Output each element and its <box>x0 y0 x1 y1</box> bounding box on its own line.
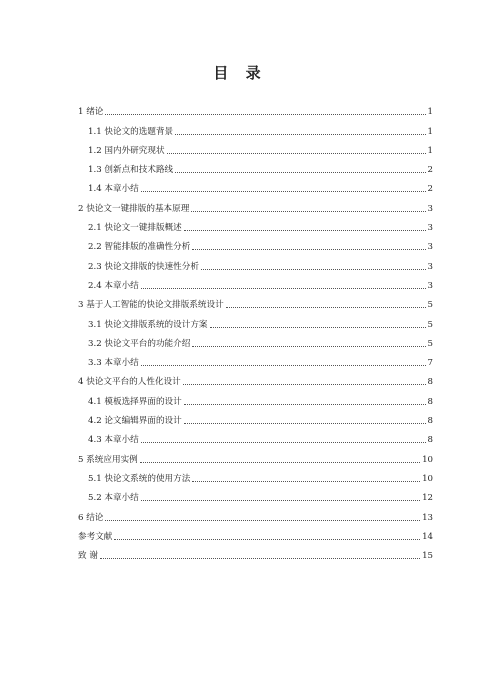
toc-entry-label: 1.2 国内外研究现状 <box>88 145 165 156</box>
toc-title: 目 录 <box>213 64 267 82</box>
toc-entry-page: 5 <box>427 338 433 349</box>
dot-leader <box>191 211 425 212</box>
toc-entry-label: 5.2 本章小结 <box>88 493 139 504</box>
toc-entry-label: 4.2 论文编辑界面的设计 <box>88 416 182 427</box>
toc-entry-page: 10 <box>422 454 433 465</box>
toc-entry[interactable] <box>78 426 433 445</box>
dot-leader <box>114 539 420 540</box>
toc-entry-label: 1.4 本章小结 <box>88 184 139 195</box>
toc-entry-label: 5 系统应用实例 <box>78 454 138 465</box>
toc-entry[interactable] <box>78 137 433 156</box>
toc-entry-page: 3 <box>427 242 433 253</box>
toc-entry-page: 3 <box>427 223 433 234</box>
toc-entry-page: 5 <box>427 319 433 330</box>
toc-entry-label: 6 结论 <box>78 512 104 523</box>
toc-entry-label: 1.3 创新点和技术路线 <box>88 165 174 176</box>
toc-entry[interactable] <box>78 175 433 194</box>
dot-leader <box>167 153 426 154</box>
toc-entry[interactable] <box>78 233 433 252</box>
toc-entry[interactable] <box>78 291 433 310</box>
toc-entry-label: 2.2 智能排版的准确性分析 <box>88 242 191 253</box>
dot-leader <box>141 500 420 501</box>
toc-entry-page: 2 <box>427 184 433 195</box>
dot-leader <box>184 230 426 231</box>
toc-entry-page: 8 <box>427 396 433 407</box>
dot-leader <box>140 462 420 463</box>
toc-entry-label: 2.1 快论文一键排版概述 <box>88 223 182 234</box>
toc-entry[interactable] <box>78 252 433 271</box>
toc-entry[interactable] <box>78 368 433 387</box>
toc-entry[interactable] <box>78 156 433 175</box>
toc-entry[interactable] <box>78 484 433 503</box>
toc-entry-label: 5.1 快论文系统的使用方法 <box>88 473 191 484</box>
toc-entry-page: 10 <box>422 473 433 484</box>
dot-leader <box>175 172 425 173</box>
toc-entry-page: 5 <box>427 300 433 311</box>
toc-entry-page: 1 <box>427 145 433 156</box>
toc-entry-label: 4.3 本章小结 <box>88 435 139 446</box>
dot-leader <box>210 327 426 328</box>
toc-entry[interactable] <box>78 523 433 542</box>
toc-entry[interactable] <box>78 330 433 349</box>
dot-leader <box>192 481 420 482</box>
dot-leader <box>141 191 426 192</box>
toc-entry-label: 致 谢 <box>78 551 98 562</box>
toc-entry-page: 15 <box>422 551 433 562</box>
table-of-contents <box>78 98 433 561</box>
toc-entry-label: 4 快论文平台的人性化设计 <box>78 377 181 388</box>
toc-entry[interactable] <box>78 194 433 213</box>
toc-entry[interactable] <box>78 310 433 329</box>
toc-entry-label: 3.2 快论文平台的功能介绍 <box>88 338 191 349</box>
dot-leader <box>201 269 426 270</box>
toc-entry[interactable] <box>78 542 433 561</box>
toc-entry[interactable] <box>78 272 433 291</box>
dot-leader <box>183 384 426 385</box>
toc-entry[interactable] <box>78 214 433 233</box>
toc-entry-label: 1.1 快论文的选题背景 <box>88 126 174 137</box>
toc-entry-label: 1 绪论 <box>78 107 104 118</box>
toc-entry[interactable] <box>78 117 433 136</box>
toc-entry[interactable] <box>78 387 433 406</box>
toc-entry-page: 2 <box>427 165 433 176</box>
toc-entry[interactable] <box>78 407 433 426</box>
dot-leader <box>192 249 425 250</box>
toc-entry-page: 1 <box>427 107 433 118</box>
toc-entry[interactable] <box>78 503 433 522</box>
dot-leader <box>141 365 426 366</box>
toc-entry[interactable] <box>78 465 433 484</box>
dot-leader <box>184 423 426 424</box>
toc-entry-label: 3.1 快论文排版系统的设计方案 <box>88 319 208 330</box>
toc-entry[interactable] <box>78 445 433 464</box>
dot-leader <box>141 442 426 443</box>
dot-leader <box>184 404 426 405</box>
toc-entry-page: 8 <box>427 377 433 388</box>
toc-entry-label: 3.3 本章小结 <box>88 358 139 369</box>
toc-entry-page: 8 <box>427 435 433 446</box>
toc-entry-page: 12 <box>422 493 433 504</box>
toc-entry[interactable] <box>78 98 433 117</box>
dot-leader <box>105 114 425 115</box>
dot-leader <box>175 134 425 135</box>
dot-leader <box>226 307 426 308</box>
toc-entry-page: 8 <box>427 416 433 427</box>
toc-entry-page: 3 <box>427 261 433 272</box>
toc-entry-label: 4.1 模板选择界面的设计 <box>88 396 182 407</box>
dot-leader <box>192 346 425 347</box>
toc-entry-label: 2 快论文一键排版的基本原理 <box>78 203 190 214</box>
toc-entry-label: 参考文献 <box>78 531 113 542</box>
toc-entry-page: 3 <box>427 203 433 214</box>
toc-entry-page: 1 <box>427 126 433 137</box>
toc-entry-label: 2.3 快论文排版的快速性分析 <box>88 261 199 272</box>
toc-entry[interactable] <box>78 349 433 368</box>
dot-leader <box>100 558 420 559</box>
toc-entry-page: 13 <box>422 512 433 523</box>
toc-entry-page: 3 <box>427 280 433 291</box>
dot-leader <box>105 520 420 521</box>
toc-entry-label: 2.4 本章小结 <box>88 280 139 291</box>
toc-entry-page: 14 <box>422 531 433 542</box>
toc-entry-label: 3 基于人工智能的快论文排版系统设计 <box>78 300 224 311</box>
dot-leader <box>141 288 426 289</box>
toc-entry-page: 7 <box>427 358 433 369</box>
